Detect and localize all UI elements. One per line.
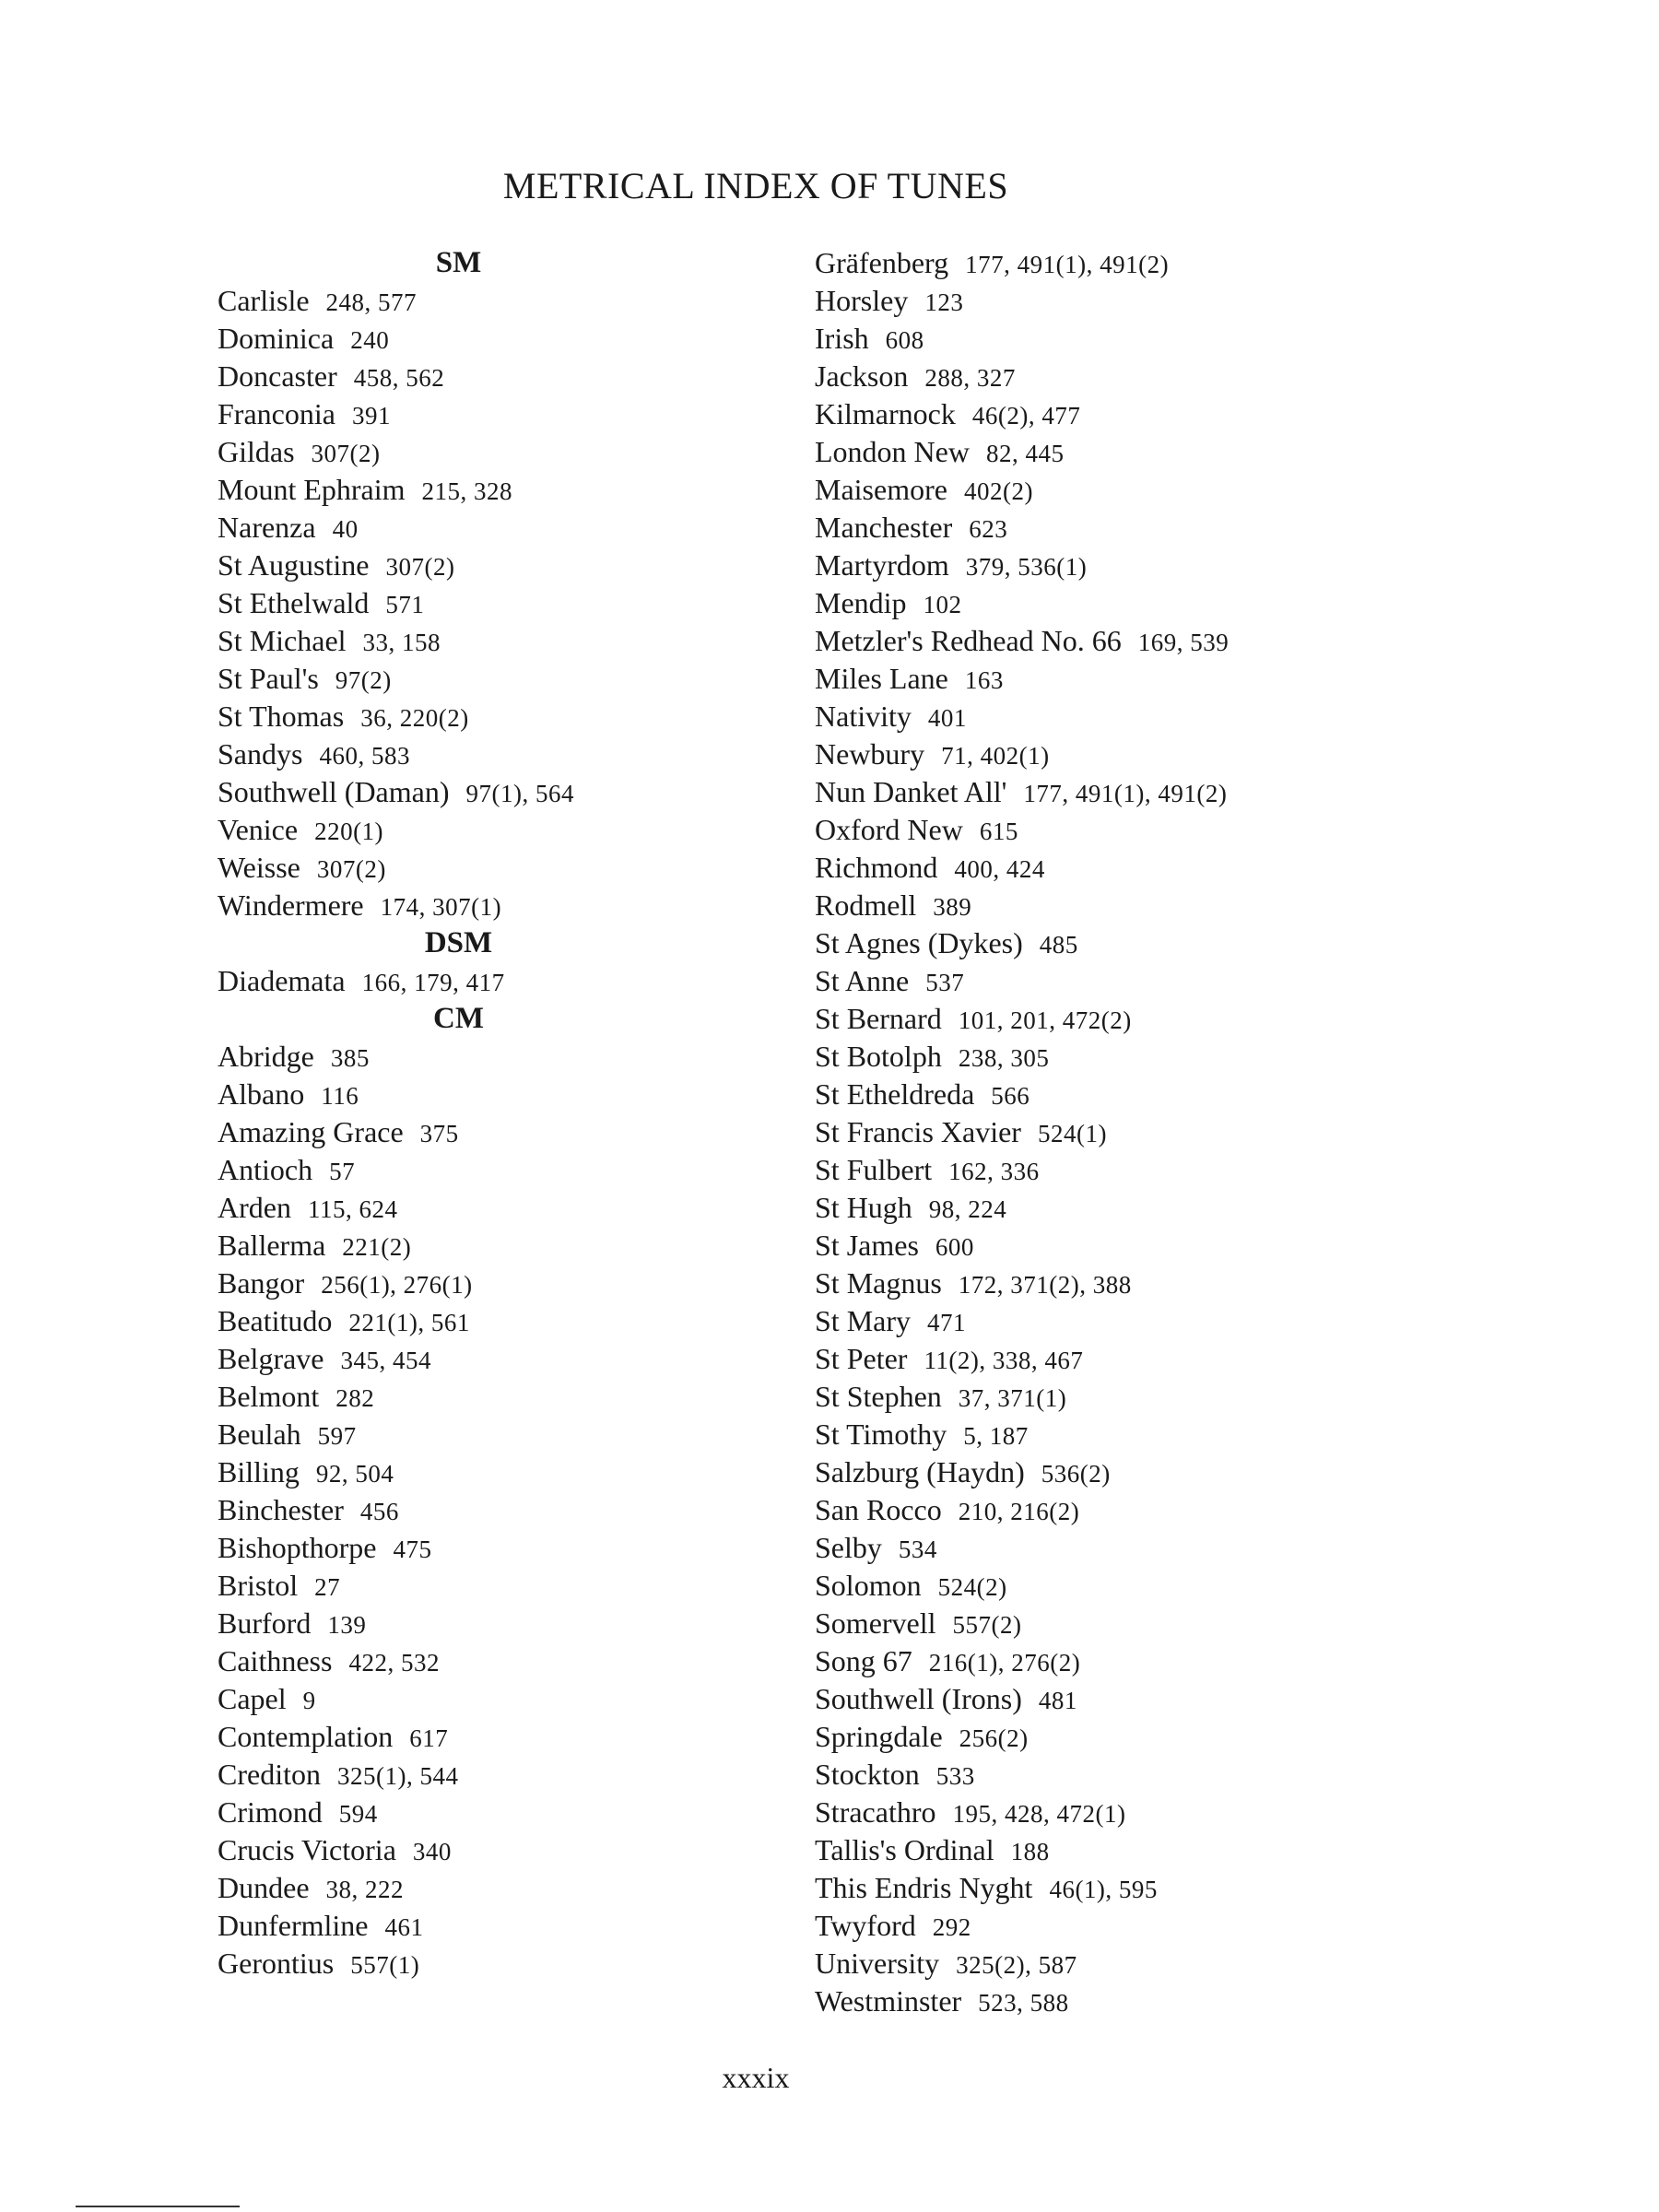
hymn-numbers: 458, 562 [353,364,445,392]
tune-name: Carlisle [218,284,310,317]
tune-name: Nun Danket All' [815,775,1007,808]
tune-name: Binchester [218,1493,344,1526]
tune-name: Martyrdom [815,548,949,582]
index-entry [815,282,1478,320]
right-column [815,244,1478,2020]
hymn-numbers: 71, 402(1) [941,742,1050,770]
hymn-numbers: 600 [935,1233,974,1261]
hymn-numbers: 37, 371(1) [958,1384,1067,1412]
tune-name: Rodmell [815,888,917,922]
index-entry [815,1340,1478,1378]
tune-name: St Francis Xavier [815,1115,1021,1148]
meter-heading: CM [433,1002,484,1035]
tune-name: St Stephen [815,1380,942,1413]
tune-name: Windermere [218,888,364,922]
tune-name: Abridge [218,1040,314,1073]
hymn-numbers: 471 [927,1309,966,1336]
hymn-numbers: 162, 336 [948,1158,1040,1185]
tune-name: Stracathro [815,1795,936,1829]
hymn-numbers: 292 [932,1913,971,1941]
left-column [218,244,771,1983]
hymn-numbers: 571 [385,591,425,618]
hymn-numbers: 166, 179, 417 [361,969,505,996]
tune-name: St Hugh [815,1191,912,1224]
index-entry [218,1378,771,1416]
meter-section [218,244,771,924]
index-entry [815,622,1478,660]
hymn-numbers: 566 [991,1082,1030,1110]
meter-heading: DSM [424,926,493,959]
index-entry [218,1945,771,1983]
hymn-numbers: 46(2), 477 [971,402,1081,429]
tune-name: Crucis Victoria [218,1833,396,1866]
hymn-numbers: 139 [327,1611,367,1639]
index-entry [815,924,1478,962]
tune-name: Gerontius [218,1947,335,1980]
tune-name: St Peter [815,1342,908,1375]
hymn-numbers: 33, 158 [362,629,441,656]
tune-name: St James [815,1229,919,1262]
hymn-numbers: 102 [923,591,962,618]
tune-name: Bishopthorpe [218,1531,377,1564]
tune-name: Newbury [815,737,925,771]
index-entry [218,1529,771,1567]
index-entry [815,509,1478,547]
hymn-numbers: 256(2) [959,1724,1029,1752]
hymn-numbers: 9 [302,1687,316,1714]
index-entry [218,282,771,320]
index-entry [815,1038,1478,1076]
index-entry [815,1756,1478,1794]
index-entry [218,698,771,735]
index-entry [218,509,771,547]
index-entry [815,773,1478,811]
index-entry [218,1605,771,1642]
index-entry [218,1113,771,1151]
hymn-numbers: 422, 532 [348,1649,440,1677]
hymn-numbers: 375 [419,1120,459,1147]
tune-name: Somervell [815,1606,936,1640]
index-entry [815,1302,1478,1340]
index-entry [815,811,1478,849]
hymn-numbers: 215, 328 [421,477,513,505]
index-entry [218,1756,771,1794]
tune-name: London New [815,435,970,468]
tune-name: Narenza [218,511,316,544]
hymn-numbers: 460, 583 [319,742,410,770]
index-entry [218,584,771,622]
hymn-numbers: 97(2) [335,666,392,694]
hymn-numbers: 533 [935,1762,975,1790]
index-entry [815,1151,1478,1189]
index-entry [218,849,771,887]
tune-name: Belgrave [218,1342,324,1375]
hymn-numbers: 536(2) [1041,1460,1111,1488]
hymn-numbers: 524(1) [1037,1120,1107,1147]
hymn-numbers: 210, 216(2) [958,1498,1080,1525]
tune-name: Beatitudo [218,1304,333,1337]
hymn-numbers: 221(2) [342,1233,412,1261]
index-entry [218,1076,771,1113]
index-entry [815,358,1478,395]
index-entry [815,1794,1478,1831]
hymn-numbers: 97(1), 564 [465,780,574,807]
index-entry [815,1000,1478,1038]
index-entry [218,1718,771,1756]
index-entry [815,735,1478,773]
hymn-numbers: 57 [329,1158,356,1185]
tune-name: St Mary [815,1304,911,1337]
index-entry [218,1227,771,1265]
index-entry [218,1680,771,1718]
tune-name: Crediton [218,1758,321,1791]
tune-name: St Bernard [815,1002,942,1035]
index-entry [815,1453,1478,1491]
index-entry [815,1378,1478,1416]
tune-name: Caithness [218,1644,333,1677]
index-entry [218,1189,771,1227]
index-entry [218,887,771,924]
hymn-numbers: 389 [933,893,972,921]
index-entry [218,320,771,358]
tune-name: Mount Ephraim [218,473,406,506]
hymn-numbers: 40 [332,515,359,543]
tune-name: Ballerma [218,1229,326,1262]
tune-name: Nativity [815,700,912,733]
index-entry [218,1794,771,1831]
hymn-numbers: 597 [317,1422,357,1450]
tune-name: Gildas [218,435,295,468]
meter-section [218,1000,771,1983]
tune-name: Solomon [815,1569,922,1602]
hymn-numbers: 345, 454 [340,1347,431,1374]
index-entry [218,622,771,660]
hymn-numbers: 557(2) [952,1611,1022,1639]
tune-name: Selby [815,1531,882,1564]
tune-name: Diademata [218,964,346,997]
tune-name: Manchester [815,511,953,544]
tune-name: Beulah [218,1418,301,1451]
index-entry [815,962,1478,1000]
index-entry [218,471,771,509]
index-entry [218,1302,771,1340]
index-entry [815,1869,1478,1907]
tune-name: St Michael [218,624,347,657]
index-entry [218,547,771,584]
hymn-numbers: 385 [330,1044,370,1072]
hymn-numbers: 615 [979,818,1018,845]
hymn-numbers: 221(1), 561 [348,1309,470,1336]
index-entry [218,433,771,471]
index-entry [815,1189,1478,1227]
hymn-numbers: 288, 327 [924,364,1016,392]
tune-name: Belmont [218,1380,320,1413]
hymn-numbers: 402(2) [963,477,1033,505]
index-entry [815,244,1478,282]
tune-name: Crimond [218,1795,323,1829]
tune-name: Metzler's Redhead No. 66 [815,624,1122,657]
hymn-numbers: 5, 187 [963,1422,1029,1450]
tune-name: Westminster [815,1984,962,2018]
index-entry [218,1831,771,1869]
hymn-numbers: 379, 536(1) [965,553,1088,581]
hymn-numbers: 115, 624 [307,1195,398,1223]
tune-name: Dunfermline [218,1909,369,1942]
tune-name: St Botolph [815,1040,942,1073]
index-entry [218,1453,771,1491]
hymn-numbers: 101, 201, 472(2) [958,1006,1132,1034]
hymn-numbers: 307(2) [385,553,455,581]
index-entry [815,1227,1478,1265]
tune-name: Richmond [815,851,938,884]
tune-name: Oxford New [815,813,963,846]
hymn-numbers: 534 [898,1535,937,1563]
tune-name: Sandys [218,737,303,771]
hymn-numbers: 456 [359,1498,399,1525]
tune-name: Salzburg (Haydn) [815,1455,1025,1488]
tune-name: This Endris Nyght [815,1871,1033,1904]
index-entry [815,395,1478,433]
hymn-numbers: 220(1) [314,818,384,845]
hymn-numbers: 82, 445 [985,440,1065,467]
hymn-numbers: 475 [393,1535,432,1563]
tune-name: Dominica [218,322,335,355]
hymn-numbers: 401 [927,704,967,732]
tune-name: St Ethelwald [218,586,370,619]
hymn-numbers: 177, 491(1), 491(2) [1023,780,1228,807]
index-entry [815,1642,1478,1680]
hymn-numbers: 282 [335,1384,375,1412]
hymn-numbers: 163 [964,666,1004,694]
index-entry [815,1491,1478,1529]
index-entry [218,660,771,698]
hymn-numbers: 461 [384,1913,424,1941]
tune-name: St Augustine [218,548,370,582]
tune-name: University [815,1947,940,1980]
index-entry [815,433,1478,471]
hymn-numbers: 617 [409,1724,449,1752]
tune-name: St Thomas [218,700,345,733]
index-entry [218,358,771,395]
tune-name: Bristol [218,1569,299,1602]
index-entry [218,1038,771,1076]
hymn-numbers: 537 [925,969,965,996]
index-entry [218,1907,771,1945]
hymn-numbers: 116 [321,1082,359,1110]
tune-name: St Etheldreda [815,1077,975,1111]
hymn-numbers: 248, 577 [325,288,418,316]
hymn-numbers: 240 [350,326,390,354]
meter-section [218,924,771,1000]
index-entry [218,1416,771,1453]
tune-name: Antioch [218,1153,313,1186]
index-entry [218,735,771,773]
page-title: METRICAL INDEX OF TUNES [502,165,1009,206]
index-entry [815,1416,1478,1453]
hymn-numbers: 485 [1039,931,1078,959]
hymn-numbers: 256(1), 276(1) [321,1271,473,1299]
index-entry [815,698,1478,735]
tune-name: Bangor [218,1266,305,1300]
index-entry [815,887,1478,924]
tune-name: Southwell (Irons) [815,1682,1022,1715]
tune-name: Stockton [815,1758,920,1791]
tune-name: Amazing Grace [218,1115,404,1148]
tune-name: Weisse [218,851,300,884]
hymn-numbers: 523, 588 [978,1989,1069,2017]
tune-name: Contemplation [218,1720,394,1753]
meter-heading: SM [435,246,482,279]
index-entry [218,1567,771,1605]
tune-name: St Agnes (Dykes) [815,926,1023,959]
tune-name: St Paul's [218,662,319,695]
index-entry [815,849,1478,887]
hymn-numbers: 557(1) [350,1951,420,1979]
hymn-numbers: 325(2), 587 [956,1951,1077,1979]
hymn-numbers: 195, 428, 472(1) [952,1800,1126,1828]
hymn-numbers: 27 [314,1573,341,1601]
hymn-numbers: 594 [338,1800,378,1828]
index-entry [815,1831,1478,1869]
index-entry [815,1605,1478,1642]
tune-name: St Magnus [815,1266,942,1300]
hymn-numbers: 238, 305 [958,1044,1050,1072]
hymn-numbers: 325(1), 544 [336,1762,459,1790]
index-entry [218,1265,771,1302]
tune-name: Southwell (Daman) [218,775,450,808]
tune-name: Capel [218,1682,287,1715]
index-entry [815,547,1478,584]
tune-name: Arden [218,1191,291,1224]
index-entry [218,395,771,433]
index-entry [815,584,1478,622]
index-entry [218,811,771,849]
tune-name: Gräfenberg [815,246,949,279]
tune-name: Venice [218,813,299,846]
hymn-numbers: 188 [1010,1838,1050,1865]
hymn-numbers: 98, 224 [928,1195,1007,1223]
index-entry [218,773,771,811]
hymn-numbers: 608 [885,326,924,354]
index-entry [815,1265,1478,1302]
tune-name: Albano [218,1077,305,1111]
hymn-numbers: 177, 491(1), 491(2) [965,251,1170,278]
hymn-numbers: 524(2) [937,1573,1007,1601]
tune-name: Maisemore [815,473,947,506]
hymn-numbers: 46(1), 595 [1049,1876,1158,1903]
index-entry [815,1529,1478,1567]
hymn-numbers: 169, 539 [1137,629,1230,656]
index-entry [815,1907,1478,1945]
tune-name: Doncaster [218,359,337,393]
index-entry [815,660,1478,698]
tune-name: Franconia [218,397,335,430]
index-entry [815,1113,1478,1151]
index-entry [815,1945,1478,1983]
tune-name: St Anne [815,964,910,997]
hymn-numbers: 38, 222 [325,1876,405,1903]
tune-name: Billing [218,1455,300,1488]
hymn-numbers: 174, 307(1) [380,893,502,921]
hymn-numbers: 307(2) [316,855,386,883]
tune-name: San Rocco [815,1493,942,1526]
tune-name: Kilmarnock [815,397,956,430]
hymn-numbers: 216(1), 276(2) [928,1649,1081,1677]
hymn-numbers: 623 [969,515,1008,543]
hymn-numbers: 11(2), 338, 467 [924,1347,1084,1374]
hymn-numbers: 172, 371(2), 388 [958,1271,1132,1299]
index-entry [815,320,1478,358]
hymn-numbers: 36, 220(2) [360,704,469,732]
tune-name: St Timothy [815,1418,947,1451]
tune-name: Tallis's Ordinal [815,1833,994,1866]
hymn-numbers: 92, 504 [315,1460,394,1488]
index-entry [815,1983,1478,2020]
index-entry [815,1718,1478,1756]
index-entry [218,1642,771,1680]
tune-name: Mendip [815,586,907,619]
tune-name: Horsley [815,284,909,317]
index-entry [218,1151,771,1189]
index-entry [815,1567,1478,1605]
tune-name: St Fulbert [815,1153,933,1186]
tune-name: Burford [218,1606,312,1640]
tune-name: Twyford [815,1909,916,1942]
tune-name: Miles Lane [815,662,948,695]
index-entry [218,1340,771,1378]
hymn-numbers: 391 [351,402,391,429]
index-entry [815,1680,1478,1718]
index-entry [218,962,771,1000]
index-entry [815,1076,1478,1113]
tune-name: Dundee [218,1871,310,1904]
index-entry [218,1491,771,1529]
hymn-numbers: 307(2) [311,440,381,467]
index-entry [218,1869,771,1907]
footer-rule [76,2206,240,2207]
hymn-numbers: 400, 424 [954,855,1045,883]
tune-name: Springdale [815,1720,943,1753]
index-entry [815,471,1478,509]
hymn-numbers: 340 [412,1838,452,1865]
tune-name: Irish [815,322,869,355]
page-number: xxxix [722,2061,790,2094]
hymn-numbers: 481 [1038,1687,1077,1714]
tune-name: Song 67 [815,1644,912,1677]
tune-name: Jackson [815,359,909,393]
hymn-numbers: 123 [924,288,964,316]
